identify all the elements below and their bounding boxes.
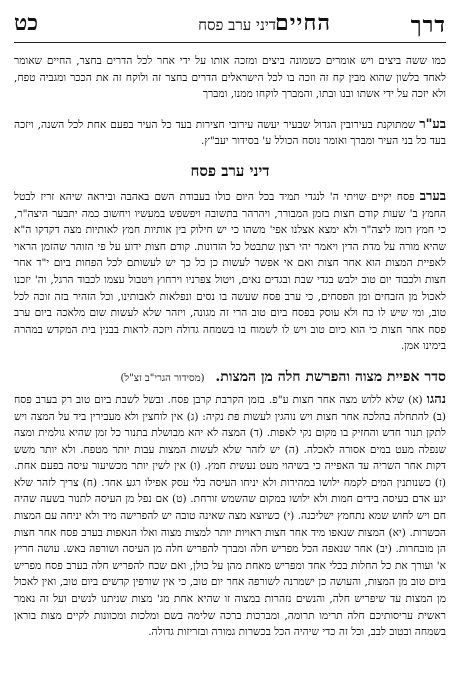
section-title-erev-pesach: דיני ערב פסח — [190, 161, 270, 180]
book-page — [14, 10, 446, 680]
paragraph-text: פסח יקיים שויתי ה' לנגדי תמיד בכל היום כולו בעבודת השם באהבה וביראה שיהא זריז לבטל החמץ ב' שעות קודם חצות בזמן המבורר, ויהרהר בתשובה ויפשפש במעשיו ויחשוב כמה יתבער היצה"ר, כי חמץ רומז ליצה"ר ולא ימצא אצלנו אפי' משהו כי יש חילוק בין אותיות חמץ לאותיות מצה דקדקו ה"א שהיא מורה על מדת הדין ויאמר יהי רצון שתבטל כל הזדונות. קודם חצות ידוע על פי הזוהר שהזמן הראוי לאפיית המצות הוא אחר חצות ואם אי אפשר לעשות כן כל כך יש לעשותם לכל הפחות ביום י"ד אחר חצות ולכבוד יום טוב ילבש בגדי שבת ובגדים נאים, ויטול צפרניו וירחוץ ויטבול עצמו לכבוד הרגל, וה' יזכנו לאכול מן הזבחים ומן הפסחים, כי ערב פסח שעשה בו נסים ונפלאות לאבותינו, וכל הזהיר בזה זוכה לכל טוב, ומי שיש לו כח ולא עוסק בפסח ביום טוב הרי זה מגונה, ויזהר שלא לעשות שום מלאכה ביום ערב פסח אחר חצות כי הוא כיום טוב ויש לו לשמוח בו בשמחה גדולה ויזכה לראות בבנין בית המקדש במהרה בימינו אמן. — [14, 190, 446, 353]
paragraph-text: שמתוקנת בעירובין הגדול שבעיר יעשה עירובי חצירות בעד כל העיר בפעם אחת לכל השנה, ויזכה בעד כל בני העיר ומברך ואומר נוסח הכולל ע' בסידור יעב"ץ. — [14, 118, 446, 148]
paragraph-eruv-continuation — [14, 53, 446, 103]
running-header — [14, 10, 446, 43]
paragraph-text: כמו ששה ביצים ויש אומרים כשמונה ביצים ומזכה אותו על ידי אחר לכל הדרים בחצר, החיים שאומר לאחד בלשון שהוא מבין קח זה וזכה בו לכל הישראלים הדרים בחצר זה ולוקח זה את הככר ומגביה טפח, ולא יזכה על ידי אשתו ובנו ובתו, והמברך לוקחו ממנו, ומברך — [14, 55, 446, 101]
paragraph-eruv-city — [14, 117, 446, 150]
paragraph-lead-word: נהגו — [426, 391, 446, 407]
section-source-note: (מסידור הגרי"ב זצ"ל) — [120, 372, 205, 384]
section-title-text: סדר אפיית מצוה והפרשת חלה מן המצות. — [215, 368, 446, 385]
page-number: כט — [14, 10, 39, 36]
section-title-matzah-baking — [14, 369, 446, 386]
paragraph-erev-pesach — [14, 189, 446, 355]
header-book-title-left: החיים — [275, 10, 331, 36]
paragraph-text: (א) שלא ללוש מצה אחר חצות ע"פ. בזמן הקרבת קרבן פסח. ובשל לשבת ביום טוב רק בערב פסח (ב) להתחלה בהלכה אחר חצות ויש נוהגין לעשות פת נקיה: (ג) אין לוחצין ולא מעבירין ביד על המצה ויש לתקן תנור חדש והחזיק בו מקום נקי לאפות. (ד) המצה לא יהא מבושלת בתנור כל זמן שהיא גולמית ומצה שנפלה מעט במים אסורה לאכלה. (ה) יש לזהר שלא לעשות המצות עבות יותר מטפח. ולא יותר משש דקות אחר השריה עד האפייה כי בשיהוי מעט נעשית חמץ. (ו) אין לשין יותר מכשיעור עיסה בפעם אחת. (ז) כשנותנין המים לקמח ילושו במהירות ולא יניחו העיסה בלי עסק אפילו רגע אחד. (ח) צריך לזהר שלא יגע אדם בעיסה בידים חמות ולא ילושו במקום שהשמש זורחת. (ט) אם נפל מן העיסה לתנור בשעה שהיה חם ויש לחוש שמא נתחמץ ישליכנה. (י) כשיוצא מצה שאינה טובה יש להפרישה מיד ולא יניחה עם המצות הכשרות. (יא) המצות שנאפו מיד אחר חצות ראויות יותר למצות מצוה ואלו הנאפות בערב פסח אחר חצות הן מובחרות. (יב) אחר שנאפה הכל מפריש חלה ומברך להפריש חלה מן העיסה ושורפה באש. עושה חריץ א' ועורך את כל החלות בכלי אחד ומפריש מאחת מהן על כולן, ואם שכח להפריש חלה בערב פסח מפריש ביום טוב מן המצות, והעושה כן ישמרנה לשורפה אחר יום טוב, כי אין שורפין קדשים ביום טוב, ואין לאכול מן המצות עד שיפריש חלה, והנשים נזהרות במצוה זו שהיא אחת מג' מצות שניתנו לנשים ועל זה נאמר ראשית עריסותיכם חלה תרימו תרומה, ומברכות ברכה שלימה בשם ומלכות ומכוונות לקיים מצות בוראן בשמחה ובטוב לבב, וכל זה כדי שיהיה הכל בכשרות גמורה ובזריזות גדולה. — [14, 393, 446, 639]
paragraph-matzah-laws — [14, 392, 446, 641]
header-book-title-right: דרך — [410, 12, 446, 38]
paragraph-lead-word: בערב — [419, 188, 446, 204]
paragraph-lead-word: בע"ר — [419, 116, 446, 132]
header-chapter-title: דיני ערב פסח — [198, 16, 276, 34]
